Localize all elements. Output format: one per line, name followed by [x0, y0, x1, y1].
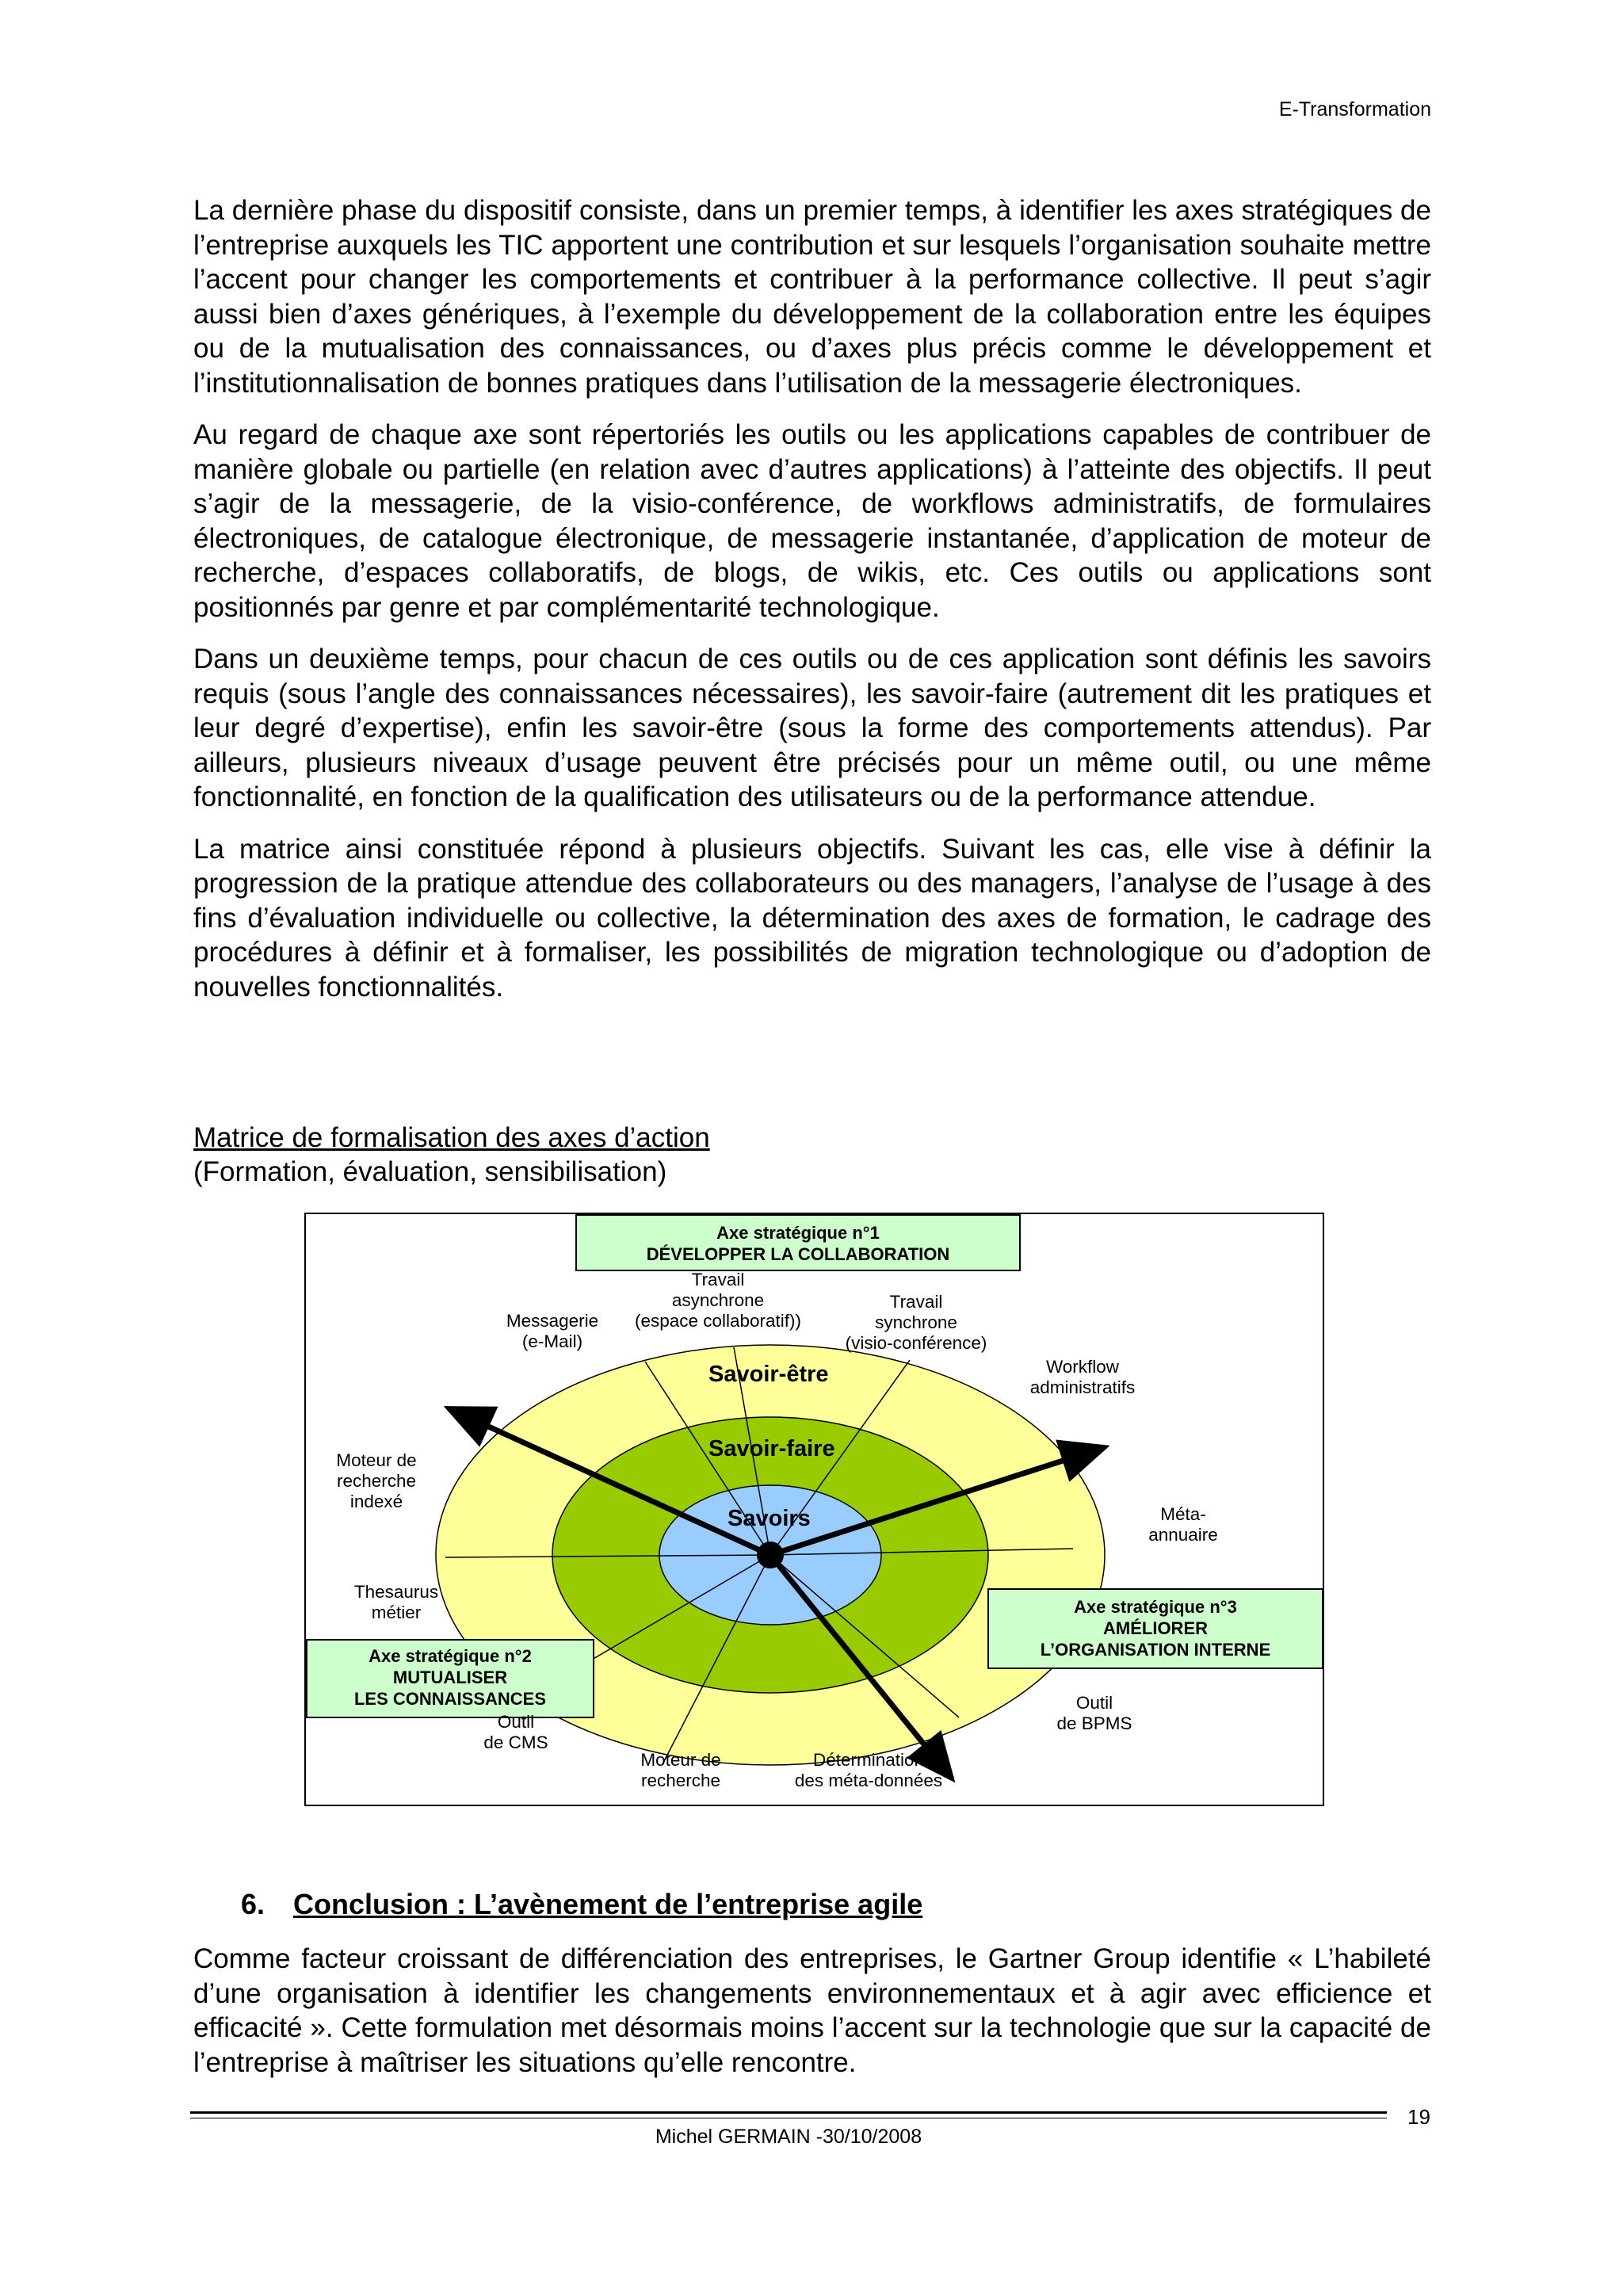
axis-2-title-2: LES CONNAISSANCES: [353, 1689, 547, 1709]
conclusion-paragraph: Comme facteur croissant de différenciation des entreprises, le Gartner Group identifie « L’habileté d’une organisation à identifier les changements environnementaux et à agir avec efficience et efficacité ». Cette formulation met désormais moins l’accent sur la technologie que sur la capacité de l’entreprise à maîtriser les situations qu’elle rencontre.: [193, 1943, 1431, 2078]
running-header: E-Transformation: [1278, 98, 1431, 120]
section-heading: [241, 1888, 922, 1921]
action-matrix-diagram: [304, 1213, 1324, 1806]
paragraph-1: La dernière phase du dispositif consiste, dans un premier temps, à identifier les axes stratégiques de l’entreprise auxquels les TIC apportent une contribution et sur lesquels l’organisation souhaite mettre l’accent pour changer les comportements et contribuer à la performance collective. Il peut s’agir aussi bien d’axes génériques, à l’exemple du développement de la collaboration entre les équipes ou de la mutualisation des connaissances, ou d’axes plus précis comme le développement et l’institutionnalisation de bonnes pratiques dans l’utilisation de la messagerie électroniques.: [193, 195, 1431, 399]
axis-3-title-1: AMÉLIORER: [1103, 1618, 1208, 1638]
section-title: Conclusion : L’avènement de l’entreprise agile: [293, 1888, 923, 1920]
axis-1-title: DÉVELOPPER LA COLLABORATION: [646, 1244, 950, 1264]
tool-thesaurus: Thesaurus métier: [353, 1582, 439, 1622]
tool-moteur-recherche: Moteur de recherche: [640, 1750, 721, 1790]
tool-moteur-indexe: Moteur de recherche indexé: [336, 1450, 417, 1511]
section-number: 6.: [241, 1888, 265, 1920]
ring-label-savoirs: Savoirs: [727, 1506, 811, 1531]
paragraph-4: La matrice ainsi constituée répond à plusieurs objectifs. Suivant les cas, elle vise à définir la progression de la pratique attendue des collaborateurs ou des managers, l’analyse de l’usage à des fins d’évaluation individuelle ou collective, la détermination des axes de formation, le cadrage des procédures à définir et à formaliser, les possibilités de migration technologique ou d’adoption de nouvelles fonctionnalités.: [193, 833, 1431, 1003]
tool-messagerie: Messagerie (e-Mail): [506, 1311, 599, 1351]
axis-3-number: Axe stratégique n°3: [1074, 1597, 1237, 1617]
caption-title: Matrice de formalisation des axes d’action: [193, 1122, 710, 1153]
body-text: [193, 193, 1431, 1022]
axis-box-2: [306, 1639, 594, 1718]
tool-meta-annuaire: Méta- annuaire: [1148, 1504, 1218, 1545]
paragraph-2: Au regard de chaque axe sont répertoriés les outils ou les applications capables de contribuer de manière globale ou partielle (en relation avec d’autres applications) à l’atteinte des objectifs. Il peut s’agir de la messagerie, de la visio-conférence, de workflows administratifs, de formulaires électroniques, de catalogue électronique, de messagerie instantanée, d’application de moteur de recherche, d’espaces collaboratifs, de blogs, de wikis, etc. Ces outils ou applications sont positionnés par genre et par complémentarité technologique.: [193, 419, 1431, 623]
hub: [757, 1541, 784, 1568]
axis-3-title-2: L’ORGANISATION INTERNE: [1040, 1640, 1271, 1660]
tool-bpms: Outil de BPMS: [1056, 1693, 1132, 1733]
figure-caption: [193, 1121, 710, 1189]
tool-travail-synchrone: Travail synchrone (visio-conférence): [845, 1292, 987, 1353]
axis-box-1: [575, 1214, 1021, 1271]
ring-label-savoir-faire: Savoir-faire: [708, 1436, 835, 1461]
tool-meta-donnees: Détermination des méta-données: [794, 1750, 943, 1790]
ring-label-savoir-etre: Savoir-être: [708, 1362, 829, 1387]
axis-box-3: [987, 1588, 1323, 1669]
footer-rule-thick: [190, 2111, 1387, 2114]
page-number: 19: [1407, 2105, 1430, 2129]
axis-2-number: Axe stratégique n°2: [369, 1646, 532, 1666]
caption-subtitle: (Formation, évaluation, sensibilisation): [193, 1156, 667, 1187]
axis-2-title-1: MUTUALISER: [392, 1668, 508, 1687]
tool-workflow: Workflow administratifs: [1029, 1357, 1136, 1397]
footer-author: Michel GERMAIN -30/10/2008: [655, 2126, 922, 2148]
paragraph-3: Dans un deuxième temps, pour chacun de ces outils ou de ces application sont définis les savoirs requis (sous l’angle des connaissances nécessaires), les savoir-faire (autrement dit les pratiques et leur degré d’expertise), enfin les savoir-être (sous la forme des comportements attendus). Par ailleurs, plusieurs niveaux d’usage peuvent être précisés pour un même outil, ou une même fonctionnalité, en fonction de la qualification des utilisateurs ou de la performance attendue.: [193, 644, 1431, 812]
axis-1-number: Axe stratégique n°1: [716, 1223, 880, 1243]
tool-travail-asynchrone: Travail asynchrone (espace collaboratif)): [634, 1270, 802, 1331]
tool-cms: Outil de CMS: [483, 1712, 548, 1752]
